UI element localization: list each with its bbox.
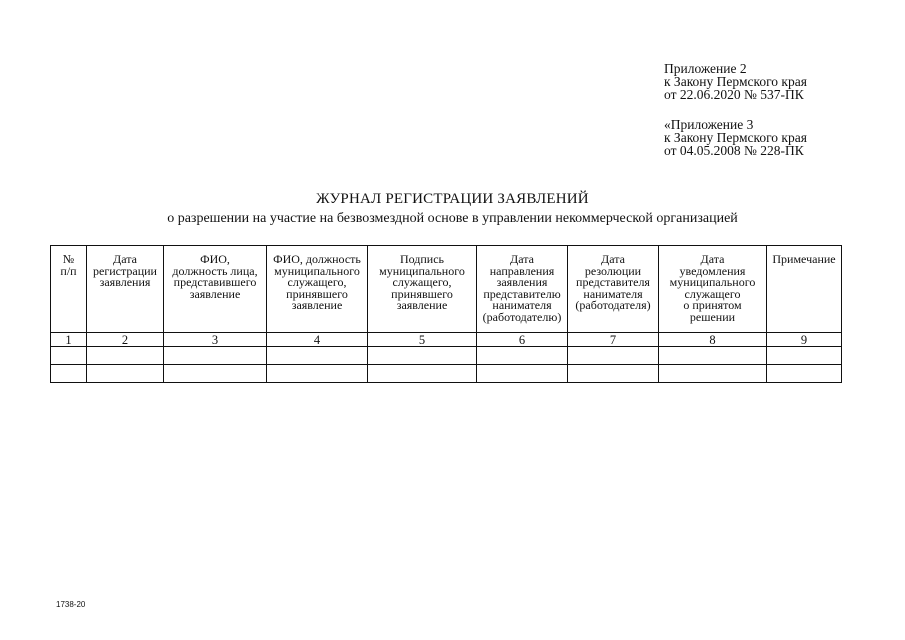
table-cell <box>51 365 87 383</box>
table-cell <box>51 347 87 365</box>
appendix-current-line1: Приложение 2 <box>664 61 747 76</box>
table-cell <box>87 347 164 365</box>
column-header-line: представителю <box>483 286 561 301</box>
table-row <box>51 347 842 365</box>
column-header-2 <box>87 246 164 333</box>
column-header-line: регистрации <box>93 263 157 278</box>
column-header-4 <box>267 246 368 333</box>
journal-title: ЖУРНАЛ РЕГИСТРАЦИИ ЗАЯВЛЕНИЙ <box>316 191 589 207</box>
table-cell <box>164 347 267 365</box>
column-header-line: о принятом <box>683 298 742 312</box>
column-header-line: муниципального <box>274 263 360 278</box>
column-header-5 <box>368 246 477 333</box>
journal-subtitle: о разрешении на участие на безвозмездной основе в управлении некоммерческой организацией <box>167 211 738 226</box>
appendix-current-line2: к Закону Пермского края <box>664 74 807 89</box>
column-header-line: Дата <box>601 252 625 266</box>
column-header-line: заявление <box>189 286 241 301</box>
column-number-cell: 9 <box>767 333 842 347</box>
column-header-line: служащего, <box>392 275 452 289</box>
document-code: 1738-20 <box>56 600 86 609</box>
column-header-line: ФИО, <box>200 252 230 266</box>
column-header-line: резолюции <box>584 263 642 278</box>
column-header-line: принявшего <box>286 286 348 301</box>
table-cell <box>568 347 659 365</box>
appendix-previous-line3: от 04.05.2008 № 228-ПК <box>664 143 804 158</box>
table-cell <box>164 365 267 383</box>
column-header-7 <box>568 246 659 333</box>
column-header-line: п/п <box>60 263 77 278</box>
column-header-line: принявшего <box>391 286 453 301</box>
column-number-cell: 4 <box>267 333 368 347</box>
column-number-cell: 1 <box>51 333 87 347</box>
column-header-line: представившего <box>173 275 257 289</box>
column-header-line: Дата <box>700 252 725 266</box>
column-number-cell: 5 <box>368 333 477 347</box>
column-header-line: должность лица, <box>172 263 258 278</box>
column-number-cell: 2 <box>87 333 164 347</box>
column-header-9 <box>767 246 842 333</box>
column-header-line: Подпись <box>399 252 445 266</box>
column-header-line: (работодателю) <box>482 309 562 324</box>
column-header-line: уведомления <box>679 263 746 278</box>
column-header-line: Дата <box>510 252 534 266</box>
column-header-line: служащего <box>684 286 741 301</box>
registration-table <box>50 245 842 383</box>
column-header-line: заявления <box>496 275 548 289</box>
table-cell <box>767 347 842 365</box>
column-header-1 <box>51 246 87 333</box>
column-header-line: представителя <box>576 275 650 289</box>
column-number-cell: 8 <box>659 333 767 347</box>
column-header-line: заявление <box>396 298 448 312</box>
table-cell <box>659 347 767 365</box>
column-header-line: № <box>62 252 75 266</box>
table-cell <box>368 365 477 383</box>
column-header-line: решении <box>689 309 736 324</box>
table-cell <box>368 347 477 365</box>
column-header-3 <box>164 246 267 333</box>
column-number-cell: 3 <box>164 333 267 347</box>
appendix-previous-line1: «Приложение 3 <box>664 117 754 132</box>
table-cell <box>659 365 767 383</box>
column-header-line: заявления <box>99 275 151 289</box>
column-number-row <box>51 333 842 347</box>
column-number-cell: 7 <box>568 333 659 347</box>
column-header-8 <box>659 246 767 333</box>
table-cell <box>87 365 164 383</box>
table-cell <box>767 365 842 383</box>
column-header-line: заявление <box>291 298 343 312</box>
column-header-line: служащего, <box>287 275 347 289</box>
table-cell <box>477 347 568 365</box>
column-header-line: направления <box>489 263 555 278</box>
column-header-line: муниципального <box>669 275 756 289</box>
table-cell <box>477 365 568 383</box>
column-header-line: муниципального <box>379 263 465 278</box>
table-cell <box>267 347 368 365</box>
column-header-line: Дата <box>113 252 137 266</box>
appendix-current-line3: от 22.06.2020 № 537-ПК <box>664 87 804 102</box>
column-header-6 <box>477 246 568 333</box>
column-number-cell: 6 <box>477 333 568 347</box>
column-header-line: нанимателя <box>583 286 643 301</box>
column-header-line: Примечание <box>772 252 836 266</box>
table-row <box>51 365 842 383</box>
appendix-previous <box>664 118 807 157</box>
appendix-previous-line2: к Закону Пермского края <box>664 130 807 145</box>
table-cell <box>267 365 368 383</box>
appendix-current <box>664 62 807 101</box>
column-header-line: (работодателя) <box>575 298 651 312</box>
table-cell <box>568 365 659 383</box>
column-header-line: ФИО, должность <box>273 252 361 266</box>
column-header-line: нанимателя <box>492 298 552 312</box>
table-header-row <box>51 246 842 333</box>
